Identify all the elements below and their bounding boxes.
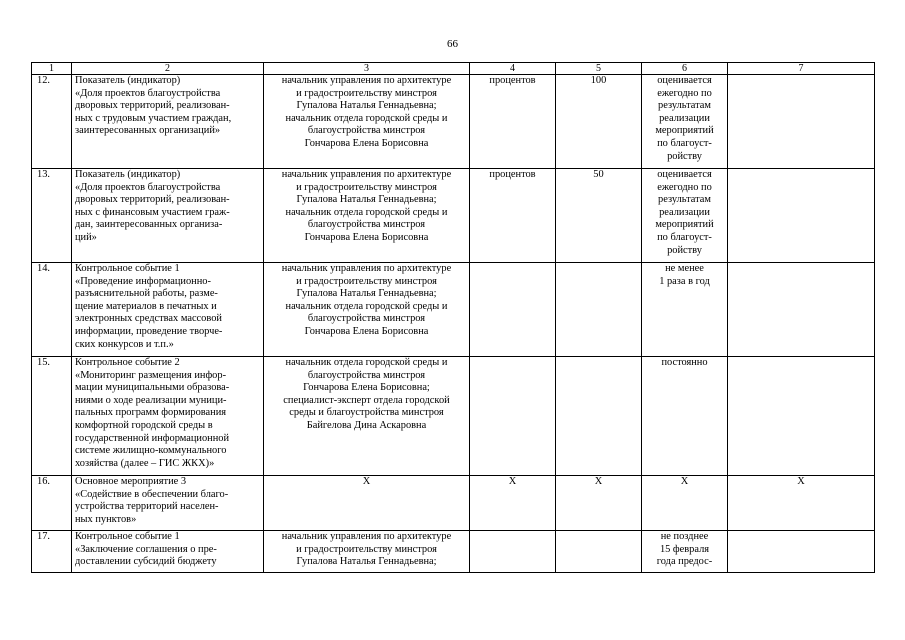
row-col7: [728, 531, 875, 573]
row-name: Показатель (индикатор) «Доля проектов благоустройства дворовых территорий, реализован- ных с трудовым участием граждан, заинтересованных организаций»: [75, 75, 232, 137]
row-value: 100: [556, 75, 642, 169]
column-header-5: 5: [556, 63, 642, 75]
row-deadline: не позднее 15 февраля года предос-: [656, 531, 713, 568]
row-name: Показатель (индикатор) «Доля проектов благоустройства дворовых территорий, реализован- ных с финансовым участием граж- дан, заинтересованных организа- ций»: [75, 169, 230, 243]
row-responsible: начальник управления по архитектуре и градостроительству минстроя Гупалова Наталья Геннадьевна; начальник отдела городской среды и благоустройства минстроя Гончарова Елена Борисовна: [281, 169, 452, 243]
row-name: Контрольное событие 2 «Мониторинг размещения инфор- мации муниципальными образова- ниями о ходе реализации муници- пальных программ формирования комфортной городской среды в государственной информационной системе жилищно-коммунального хозяйства (далее – ГИС ЖКХ)»: [75, 357, 230, 469]
row-number: 15.: [32, 357, 72, 476]
row-deadline: Х: [642, 476, 728, 531]
plan-table: [31, 62, 875, 573]
row-col7: [728, 357, 875, 476]
row-name: Контрольное событие 1 «Заключение соглашения о пре- доставлении субсидий бюджету: [75, 531, 217, 568]
column-header-7: 7: [728, 63, 875, 75]
row-number: 14.: [32, 263, 72, 357]
column-header-6: 6: [642, 63, 728, 75]
row-col7: [728, 75, 875, 169]
row-deadline: постоянно: [661, 357, 708, 368]
row-number: 17.: [32, 531, 72, 573]
row-number: 16.: [32, 476, 72, 531]
header-row: [32, 63, 875, 75]
row-unit: [470, 531, 556, 573]
row-number: 13.: [32, 169, 72, 263]
row-deadline: не менее 1 раза в год: [659, 263, 710, 287]
row-number: 12.: [32, 75, 72, 169]
row-responsible: начальник отдела городской среды и благоустройства минстроя Гончарова Елена Борисовна; специалист-эксперт отдела городской среды и благоустройства минстроя Байгелова Дина Аскаровна: [283, 357, 450, 431]
row-unit: процентов: [470, 75, 556, 169]
row-responsible: начальник управления по архитектуре и градостроительству минстроя Гупалова Наталья Геннадьевна; начальник отдела городской среды и благоустройства минстроя Гончарова Елена Борисовна: [281, 263, 452, 337]
table-row: [32, 75, 875, 169]
column-header-1: 1: [32, 63, 72, 75]
column-header-2: 2: [72, 63, 264, 75]
row-value: 50: [556, 169, 642, 263]
row-col7: [728, 263, 875, 357]
table-row: [32, 169, 875, 263]
row-responsible: Х: [264, 476, 470, 531]
table-row: [32, 531, 875, 573]
row-unit: [470, 263, 556, 357]
row-unit: процентов: [470, 169, 556, 263]
row-unit: Х: [470, 476, 556, 531]
row-value: [556, 263, 642, 357]
row-value: Х: [556, 476, 642, 531]
table-row: [32, 476, 875, 531]
column-header-3: 3: [264, 63, 470, 75]
row-name: Контрольное событие 1 «Проведение информационно- разъяснительной работы, разме- щение материалов в печатных и электронных средствах массовой информации, проведение творче- ских конкурсов и т.п.»: [75, 263, 223, 350]
table-row: [32, 357, 875, 476]
row-unit: [470, 357, 556, 476]
row-value: [556, 357, 642, 476]
column-header-4: 4: [470, 63, 556, 75]
page-number: 66: [447, 38, 458, 50]
row-value: [556, 531, 642, 573]
row-col7: [728, 169, 875, 263]
row-deadline: оценивается ежегодно по результатам реализации мероприятий по благоуст- ройству: [655, 75, 714, 162]
row-responsible: начальник управления по архитектуре и градостроительству минстроя Гупалова Наталья Геннадьевна;: [281, 531, 452, 568]
row-responsible: начальник управления по архитектуре и градостроительству минстроя Гупалова Наталья Геннадьевна; начальник отдела городской среды и благоустройства минстроя Гончарова Елена Борисовна: [281, 75, 452, 149]
row-deadline: оценивается ежегодно по результатам реализации мероприятий по благоуст- ройству: [655, 169, 714, 256]
row-col7: Х: [728, 476, 875, 531]
table-row: [32, 263, 875, 357]
row-name: Основное мероприятие 3 «Содействие в обеспечении благо- устройства территорий населен- ных пунктов»: [75, 476, 229, 525]
